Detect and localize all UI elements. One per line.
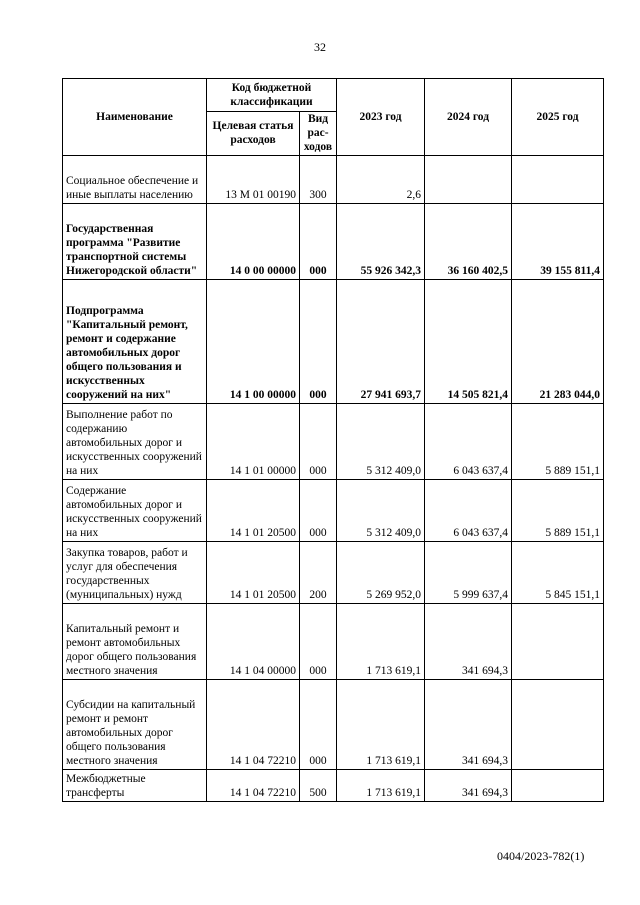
row-value-2024: 6 043 637,4: [425, 404, 512, 480]
header-2023: 2023 год: [337, 79, 425, 156]
row-value-2023: 1 713 619,1: [337, 680, 425, 770]
row-value-2024: 341 694,3: [425, 770, 512, 802]
row-expense-type: 000: [300, 204, 337, 280]
budget-table: [62, 78, 604, 802]
header-target-article: Целевая статья расходов: [207, 112, 300, 156]
row-value-2025: [512, 156, 604, 204]
row-name: Выполнение работ по содержанию автомобильных дорог и искусственных сооружений на них: [63, 404, 207, 480]
row-value-2025: [512, 604, 604, 680]
row-value-2024: 5 999 637,4: [425, 542, 512, 604]
row-name: Межбюджетные трансферты: [63, 770, 207, 802]
row-value-2025: 5 889 151,1: [512, 404, 604, 480]
row-target-code: 14 1 01 20500: [207, 542, 300, 604]
row-value-2025: 5 845 151,1: [512, 542, 604, 604]
row-value-2025: [512, 680, 604, 770]
table-row: [63, 404, 604, 480]
row-expense-type: 500: [300, 770, 337, 802]
row-value-2024: 36 160 402,5: [425, 204, 512, 280]
row-name: Содержание автомобильных дорог и искусственных сооружений на них: [63, 480, 207, 542]
table-row: [63, 280, 604, 404]
table-row: [63, 770, 604, 802]
row-target-code: 14 1 04 72210: [207, 680, 300, 770]
row-name: Подпрограмма "Капитальный ремонт, ремонт и содержание автомобильных дорог общего пользования и искусственных сооружений на них": [63, 280, 207, 404]
row-expense-type: 000: [300, 404, 337, 480]
row-value-2023: 55 926 342,3: [337, 204, 425, 280]
header-2024: 2024 год: [425, 79, 512, 156]
row-target-code: 14 1 01 00000: [207, 404, 300, 480]
row-name: Государственная программа "Развитие транспортной системы Нижегородской области": [63, 204, 207, 280]
row-value-2023: 5 312 409,0: [337, 480, 425, 542]
row-value-2023: 2,6: [337, 156, 425, 204]
row-value-2023: 5 269 952,0: [337, 542, 425, 604]
row-value-2023: 1 713 619,1: [337, 770, 425, 802]
row-value-2024: 14 505 821,4: [425, 280, 512, 404]
row-value-2025: 21 283 044,0: [512, 280, 604, 404]
row-expense-type: 000: [300, 480, 337, 542]
table-row: [63, 542, 604, 604]
header-2025: 2025 год: [512, 79, 604, 156]
row-value-2024: 341 694,3: [425, 604, 512, 680]
row-target-code: 14 1 04 00000: [207, 604, 300, 680]
header-name: Наименование: [63, 79, 207, 156]
row-expense-type: 200: [300, 542, 337, 604]
header-code-group: Код бюджетной классификации: [207, 79, 337, 112]
table-row: [63, 156, 604, 204]
table-row: [63, 204, 604, 280]
row-expense-type: 300: [300, 156, 337, 204]
document-code: 0404/2023-782(1): [497, 849, 585, 863]
row-target-code: 14 0 00 00000: [207, 204, 300, 280]
table-row: [63, 680, 604, 770]
table-row: [63, 480, 604, 542]
row-target-code: 14 1 04 72210: [207, 770, 300, 802]
row-expense-type: 000: [300, 280, 337, 404]
row-value-2024: 6 043 637,4: [425, 480, 512, 542]
row-value-2023: 27 941 693,7: [337, 280, 425, 404]
row-expense-type: 000: [300, 680, 337, 770]
row-value-2025: [512, 770, 604, 802]
row-name: Капитальный ремонт и ремонт автомобильных дорог общего пользования местного значения: [63, 604, 207, 680]
header-expense-type: Вид рас-ходов: [300, 112, 337, 156]
page-number: 32: [314, 40, 326, 54]
row-value-2025: 5 889 151,1: [512, 480, 604, 542]
row-value-2023: 5 312 409,0: [337, 404, 425, 480]
row-value-2025: 39 155 811,4: [512, 204, 604, 280]
row-value-2023: 1 713 619,1: [337, 604, 425, 680]
row-target-code: 14 1 01 20500: [207, 480, 300, 542]
row-name: Социальное обеспечение и иные выплаты населению: [63, 156, 207, 204]
row-name: Субсидии на капитальный ремонт и ремонт автомобильных дорог общего пользования местного значения: [63, 680, 207, 770]
row-value-2024: 341 694,3: [425, 680, 512, 770]
row-target-code: 13 М 01 00190: [207, 156, 300, 204]
table-row: [63, 604, 604, 680]
row-expense-type: 000: [300, 604, 337, 680]
row-target-code: 14 1 00 00000: [207, 280, 300, 404]
row-name: Закупка товаров, работ и услуг для обеспечения государственных (муниципальных) нужд: [63, 542, 207, 604]
row-value-2024: [425, 156, 512, 204]
